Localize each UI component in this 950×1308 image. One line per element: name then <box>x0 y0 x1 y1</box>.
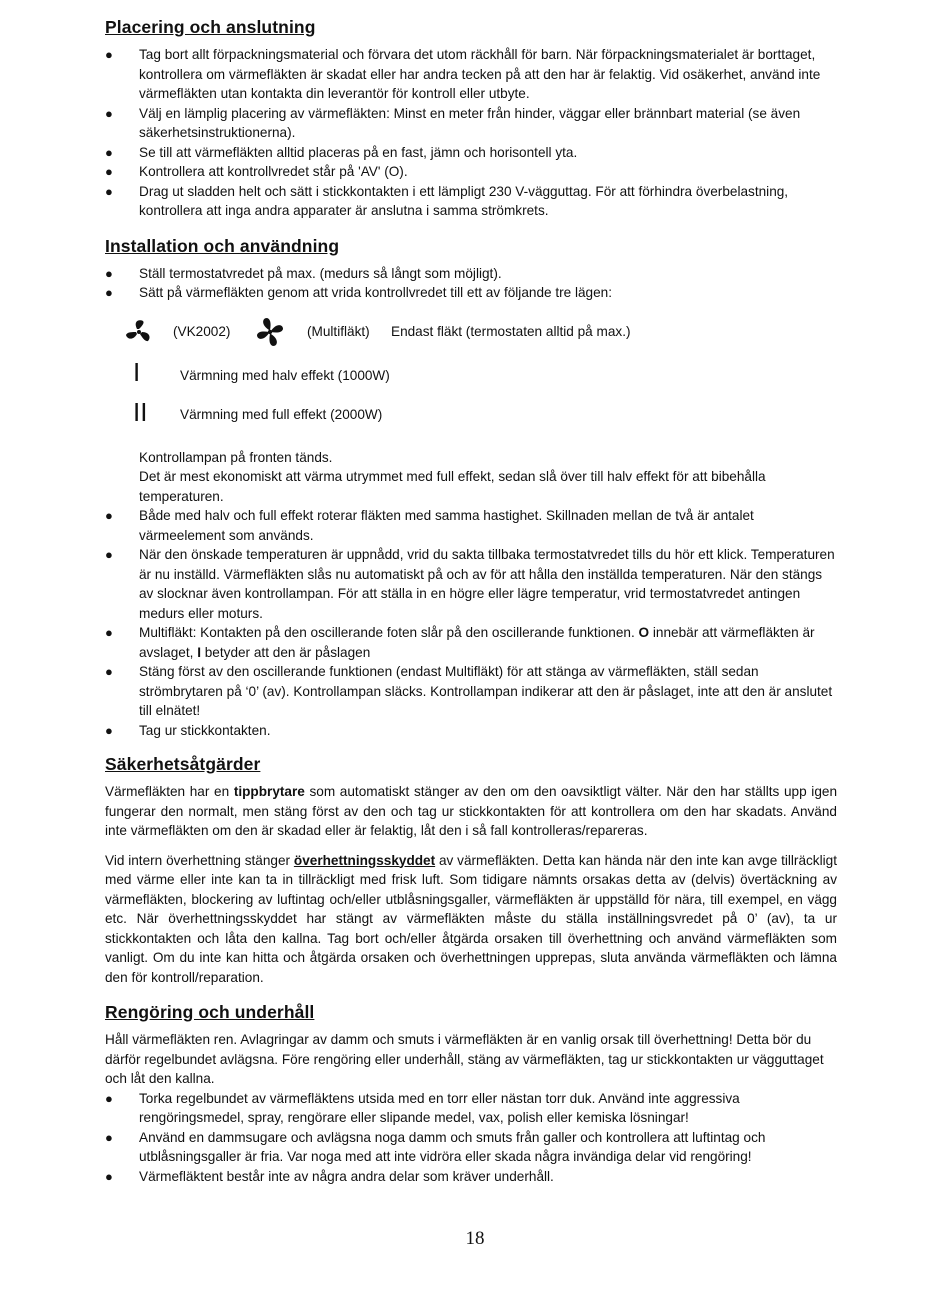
mode-row-fan <box>105 303 837 353</box>
section-heading-sakerhet: Säkerhetsåtgärder <box>105 754 261 774</box>
three-blade-fan-icon <box>123 317 155 347</box>
section-heading-installation: Installation och användning <box>105 235 340 256</box>
lamp-text: Kontrollampan på fronten tänds. <box>139 449 333 465</box>
installation-list-top <box>105 264 837 303</box>
bullet-dot: ● <box>105 664 113 679</box>
half-power-description: Värmning med halv effekt (1000W) <box>180 367 390 383</box>
list-item: ● Torka regelbundet av värmefläktens utsida med en torr eller nästan torr duk. Använd inte aggressiva rengöringsmedel, spray, rengörare eller slipande medel, vax, polish eller kemiska lösningar! <box>105 1090 740 1125</box>
list-item: ● När den önskade temperaturen är uppnådd, vrid du sakta tillbaka termostatvredet tills du hör ett klick. Temperaturen är nu inställd. Värmefläkten slås nu automatiskt på och av för att hålla den inställda temperaturen. När den stängs av slocknar även kontrollampan. För att ställa in en högre eller lägre temperatur, vrid termostatvredet antingen medurs eller moturs. <box>105 547 835 621</box>
bullet-dot: ● <box>105 164 113 179</box>
rengoring-intro: Håll värmefläkten ren. Avlagringar av damm och smuts i värmefläkten är en vanlig orsak till överhettning! Detta bör du därför regelbundet avlägsna. Före rengöring eller underhåll, stäng av värmefläkten, tag ur stickkontakten ur vägguttaget och låt den kallna. <box>105 1032 824 1086</box>
list-item: ● Använd en dammsugare och avlägsna noga damm och smuts från galler och kontrollera att luftintag och utblåsningsgaller är fria. Var noga med att inte vidröra eller skada några invändiga delar vid rengöring! <box>105 1129 766 1164</box>
list-item: ● Tag bort allt förpackningsmaterial och förvara det utom räckhåll för barn. När förpackningsmaterialet är borttaget, kontrollera om värmefläkten är skadat eller har andra tecken på att den har är felaktig. Vid osäkerhet, använd inte värmefläkten utan kontakta din leverantör för kontroll eller utbyte. <box>105 47 821 101</box>
fan-mode-description: Endast fläkt (termostaten alltid på max.) <box>391 323 631 339</box>
bullet-dot: ● <box>105 508 113 523</box>
bullet-dot: ● <box>105 547 113 562</box>
list-item: ● Tag ur stickkontakten. <box>105 721 837 741</box>
installation-list-bottom <box>105 506 837 740</box>
fan-label-multi: (Multifläkt) <box>307 323 370 339</box>
list-item: ● Multifläkt: Kontakten på den oscillerande foten slår på den oscillerande funktionen. O innebär att värmefläkten är avslaget, I betyder att den är påslagen <box>105 625 815 660</box>
full-power-description: Värmning med full effekt (2000W) <box>180 406 383 422</box>
section-heading-placering: Placering och anslutning <box>105 17 316 37</box>
four-blade-fan-icon <box>253 315 287 349</box>
list-item: ● Både med halv och full effekt roterar fläkten med samma hastighet. Skillnaden mellan de två är antalet värmeelement som används. <box>105 508 754 543</box>
section-heading-rengoring: Rengöring och underhåll <box>105 1002 315 1022</box>
fan-label-vk2002: (VK2002) <box>173 323 231 339</box>
bullet-dot: ● <box>105 265 113 281</box>
half-power-symbol: I <box>133 356 141 387</box>
placering-list <box>105 45 837 221</box>
bullet-dot: ● <box>105 144 113 160</box>
sakerhet-paragraph-2: Vid intern överhettning stänger överhettningsskyddet av värmefläkten. Detta kan hända när den inte kan avge tillräckligt med värme eller inte kan ta in tillräckligt med frisk luft. Som tidigare nämnts orsakas detta av (delvis) övertäckning av värmefläkten, blockering av luftintag och/eller utblåsningsgaller, värmefläkten är uppställd för nära, till exempel, en vägg etc. När överhettningsskyddet har stängt av värmefläkten måste du ställa inställningsvredet på 0’ (av), ta ur stickkontakten och låta den kallna. Tag bort och/eller åtgärda orsaken till överhettning och använd värmefläkten som vanligt. Om du inte kan hitta och åtgärda orsaken och överhettningen upprepas, sluta använda värmefläkten och lämna den för kontroll/reparation. <box>105 852 837 985</box>
bullet-dot: ● <box>105 1090 113 1106</box>
list-item: ● Kontrollera att kontrollvredet står på 'AV' (O). <box>105 162 837 182</box>
bullet-dot: ● <box>105 722 113 738</box>
full-power-symbol: II <box>133 396 148 427</box>
list-item: ● Drag ut sladden helt och sätt i stickkontakten i ett lämpligt 230 V-vägguttag. För att förhindra överbelastning, kontrollera att inga andra apparater är anslutna i samma strömkrets. <box>105 183 789 218</box>
sakerhet-paragraph-1: Värmefläkten har en tippbrytare som automatiskt stänger av den om den oavsiktligt välter. När den har ställts upp igen fungerar den normalt, men stäng först av den och tag ur stickkontakten för att kontrollera om den har skadats. Använd inte värmefläkten om den är skadad eller är felaktig, låt den i så fall kontrolleras/repareras. <box>105 784 837 838</box>
list-item: ● Värmefläktent består inte av några andra delar som kräver underhåll. <box>105 1167 837 1187</box>
bullet-dot: ● <box>105 1129 113 1145</box>
page-content <box>105 16 837 1186</box>
bullet-dot: ● <box>105 1168 113 1184</box>
rengoring-list <box>105 1089 837 1187</box>
bullet-dot: ● <box>105 105 113 121</box>
bullet-dot: ● <box>105 183 113 199</box>
bullet-dot: ● <box>105 47 113 62</box>
list-item: ● Stäng först av den oscillerande funktionen (endast Multifläkt) för att stänga av värmefläkten, ställ sedan strömbrytaren på ‘0’ (av). Kontrollampan släcks. Kontrollampan indikerar att den är påslaget, inte att den är anslutet till elnätet! <box>105 664 833 718</box>
list-item: ● Sätt på värmefläkten genom att vrida kontrollvredet till ett av följande tre lägen: <box>105 283 837 303</box>
bullet-dot: ● <box>105 625 113 640</box>
page-number: 18 <box>465 1228 485 1249</box>
list-item: ● Ställ termostatvredet på max. (medurs så långt som möjligt). <box>105 264 837 284</box>
mode-row-full <box>105 391 837 433</box>
list-item: ● Välj en lämplig placering av värmefläkten: Minst en meter från hinder, väggar eller brännbart material (se även säkerhetsinstruktionerna). <box>105 105 801 140</box>
list-item: ● Se till att värmefläkten alltid placeras på en fast, jämn och horisontell yta. <box>105 143 837 163</box>
bullet-dot: ● <box>105 285 113 300</box>
eco-text: Det är mest ekonomiskt att värma utrymmet med full effekt, sedan slå över till halv effekt för att bibehålla temperaturen. <box>139 469 766 504</box>
mode-row-half <box>105 353 837 391</box>
